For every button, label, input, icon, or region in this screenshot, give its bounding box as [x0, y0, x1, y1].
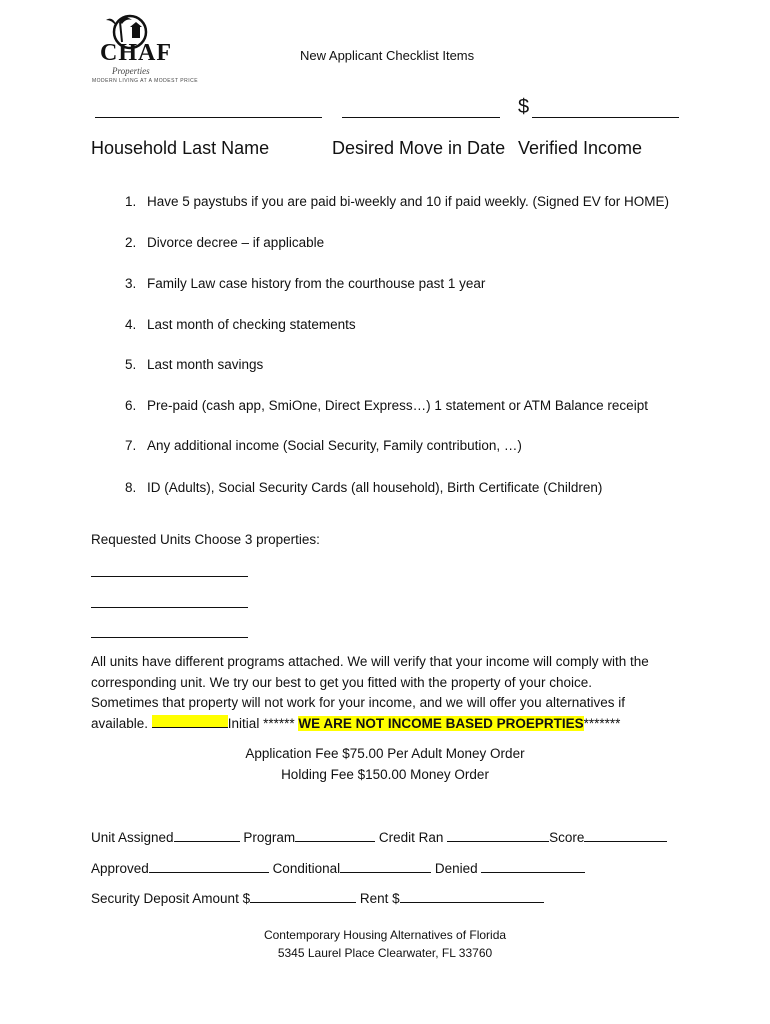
list-item-number: 8.: [125, 480, 137, 495]
footer-org: Contemporary Housing Alternatives of Florida: [263, 928, 507, 942]
list-item: [125, 276, 485, 291]
initial-field[interactable]: [152, 715, 228, 728]
list-item: [125, 480, 602, 495]
list-item-text: Pre-paid (cash app, SmiOne, Direct Express…) 1 statement or ATM Balance receipt: [147, 398, 648, 413]
disclaimer-line: Sometimes that property will not work for your income, and we will offer you alternatives if: [91, 695, 625, 710]
list-item: [125, 235, 324, 250]
list-item-number: 7.: [125, 438, 137, 453]
conditional-field[interactable]: [340, 860, 431, 873]
rent-field[interactable]: [400, 890, 544, 903]
footer: [0, 926, 770, 962]
desired-move-in-label: Desired Move in Date: [332, 138, 506, 158]
unit-choice-1-line[interactable]: [91, 576, 248, 577]
logo-script: Properties: [112, 66, 150, 76]
office-row-1: [91, 829, 667, 845]
verified-income-label: Verified Income: [518, 138, 643, 158]
list-item-number: 4.: [125, 317, 137, 332]
program-label: Program: [243, 830, 296, 845]
list-item-number: 2.: [125, 235, 137, 250]
unit-choice-2-line[interactable]: [91, 607, 248, 608]
list-item-text: Any additional income (Social Security, Family contribution, …): [147, 438, 522, 453]
list-item-text: ID (Adults), Social Security Cards (all household), Birth Certificate (Children): [147, 480, 603, 495]
credit-ran-field[interactable]: [447, 829, 549, 842]
list-item: [125, 357, 263, 372]
approved-field[interactable]: [149, 860, 269, 873]
list-item-text: Have 5 paystubs if you are paid bi-weekly and 10 if paid weekly. (Signed EV for HOME): [147, 194, 670, 209]
credit-ran-label: Credit Ran: [378, 830, 444, 845]
footer-address: 5345 Laurel Place Clearwater, FL 33760: [277, 946, 493, 960]
list-item-text: Family Law case history from the courthouse past 1 year: [147, 276, 486, 291]
holding-fee: Holding Fee $150.00 Money Order: [281, 767, 489, 782]
list-item-text: Divorce decree – if applicable: [147, 235, 325, 250]
disclaimer-line: [91, 714, 691, 735]
unit-assigned-field[interactable]: [174, 829, 240, 842]
stars-text: *******: [583, 715, 621, 731]
list-item-text: Last month of checking statements: [147, 317, 356, 332]
list-item-number: 1.: [125, 194, 137, 209]
list-item-number: 6.: [125, 398, 137, 413]
office-row-2: [91, 860, 585, 876]
household-last-name-label: Household Last Name: [91, 138, 270, 158]
security-deposit-label: Security Deposit Amount $: [91, 891, 251, 906]
logo-tagline: MODERN LIVING AT A MODEST PRICE: [92, 78, 199, 84]
dollar-sign: $: [518, 96, 530, 118]
denied-label: Denied: [434, 861, 478, 876]
list-item: [125, 438, 522, 453]
requested-units-label: Requested Units Choose 3 properties:: [91, 532, 320, 547]
list-item-number: 3.: [125, 276, 137, 291]
security-deposit-field[interactable]: [250, 890, 356, 903]
logo-wordmark: CHAF: [100, 40, 172, 66]
office-row-3: [91, 890, 544, 906]
list-item-number: 5.: [125, 357, 137, 372]
application-fee: Application Fee $75.00 Per Adult Money Order: [245, 746, 525, 761]
list-item: [125, 194, 669, 209]
household-name-line[interactable]: [95, 117, 322, 118]
disclaimer-text: available.: [91, 715, 152, 731]
income-notice-highlight: WE ARE NOT INCOME BASED PROEPRTIES: [298, 715, 584, 731]
program-field[interactable]: [295, 829, 375, 842]
unit-assigned-label: Unit Assigned: [91, 830, 174, 845]
document-title: New Applicant Checklist Items: [300, 48, 475, 63]
disclaimer-line: corresponding unit. We try our best to get you fitted with the property of your choice.: [91, 674, 593, 690]
verified-income-line[interactable]: [532, 117, 679, 118]
unit-choice-3-line[interactable]: [91, 637, 248, 638]
initial-text: Initial ******: [227, 715, 299, 731]
disclaimer-line: All units have different programs attached. We will verify that your income will comply with the: [91, 654, 649, 669]
score-label: Score: [549, 830, 585, 845]
approved-label: Approved: [91, 861, 149, 876]
disclaimer-paragraph: [91, 652, 691, 734]
denied-field[interactable]: [481, 860, 585, 873]
move-in-date-line[interactable]: [342, 117, 500, 118]
list-item-text: Last month savings: [147, 357, 264, 372]
rent-label: Rent $: [359, 891, 400, 906]
score-field[interactable]: [584, 829, 667, 842]
list-item: [125, 317, 356, 332]
list-item: [125, 398, 648, 413]
conditional-label: Conditional: [272, 861, 341, 876]
